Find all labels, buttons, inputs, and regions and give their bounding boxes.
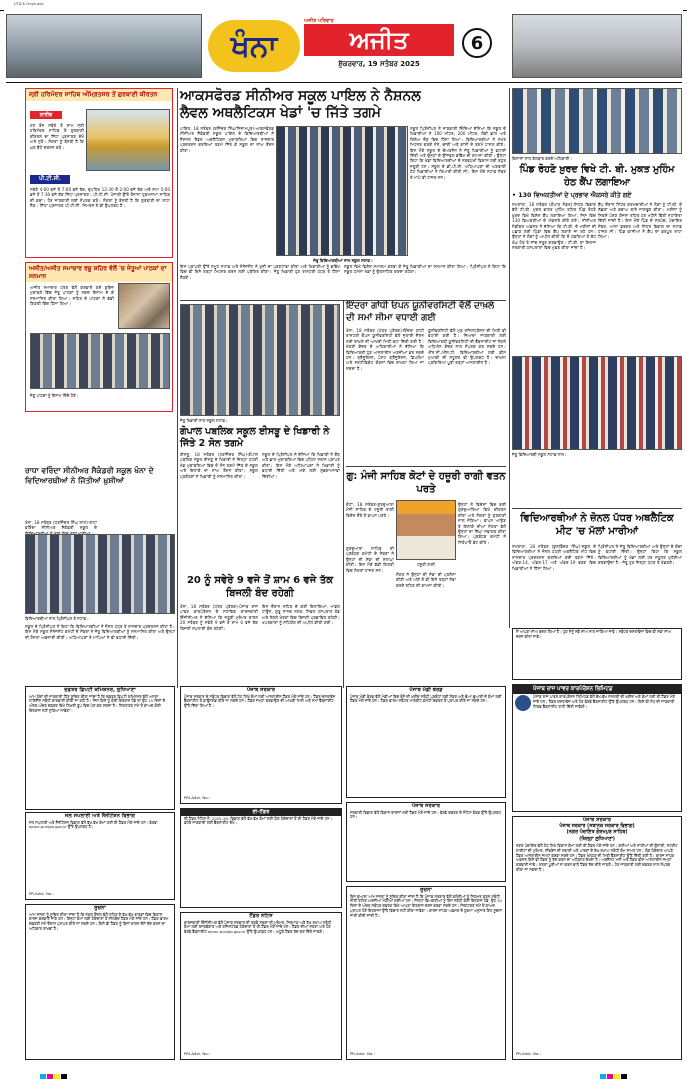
dc-office-notice [25,686,175,810]
masthead [206,14,506,78]
column-rule [343,300,344,688]
dc-office-text: ਆਮ ਲੋਕਾਂ ਦੀ ਜਾਣਕਾਰੀ ਹਿੱਤ ਸੂਚਿਤ ਕੀਤਾ ਜਾਂਦਾ ਹੈ ਕਿ ਦਫ਼ਤਰ ਡਿਪਟੀ ਕਮਿਸ਼ਨਰ ਵੱਲੋਂ ਅਸਲਾ ਲਾਇਸੈਂਸ ਸਬੰਧੀ ਕਾਰਵਾਈ ਕੀਤੀ ਜਾ ਰਹੀ ਹੈ। ਜਿਸ ਕਿਸੇ ਨੂੰ ਕੋਈ ਇਤਰਾਜ਼ ਹੋਵੇ ਤਾਂ ਉਹ 15 ਦਿਨਾਂ ਦੇ ਅੰਦਰ-ਅੰਦਰ ਦਫ਼ਤਰ ਵਿਖੇ ਲਿਖਤੀ ਰੂਪ ਵਿਚ ਪੇਸ਼ ਕਰ ਸਕਦਾ ਹੈ। ਨਿਰਧਾਰਤ ਸਮੇਂ ਤੋਂ ਬਾਅਦ ਕੋਈ ਇਤਰਾਜ਼ ਨਹੀਂ ਸੁਣਿਆ ਜਾਵੇਗਾ। [29,693,166,713]
pb-gov-text: ਪੰਜਾਬ ਸਰਕਾਰ ਦੇ ਸਬੰਧਤ ਵਿਭਾਗ ਵੱਲੋਂ ਹੇਠ ਲਿਖੇ ਕੰਮਾਂ ਲਈ ਆਨਲਾਈਨ ਟੈਂਡਰ ਮੰਗੇ ਜਾਂਦੇ ਹਨ। ਟੈਂਡਰ ਦਸਤਾਵੇਜ਼ ਵੈੱਬਸਾਈਟ ਤੋਂ ਡਾਊਨਲੋਡ ਕੀਤੇ ਜਾ ਸਕਦੇ ਹਨ। ਟੈਂਡਰ ਜਮ੍ਹਾਂ ਕਰਵਾਉਣ ਦੀ ਆਖ਼ਰੀ ਮਿਤੀ ਅਤੇ ਸਮਾਂ ਵੈੱਬਸਾਈਟ ਉੱਤੇ ਦਿੱਤਾ ਗਿਆ ਹੈ। [184,693,336,709]
pspcl-logo-icon [515,695,531,711]
readers-caption: ਜੇਤੂ ਪਾਠਕਾਂ ਨੂੰ ਇਨਾਮ ਦਿੰਦੇ ਹੋਏ। [30,393,79,398]
tb-camp-headline: ਪਿੰਡ ਰੋਹਣੋ ਖ਼ੁਰਦ ਵਿਖੇ ਟੀ. ਬੀ. ਮੁਕਤ ਮੁਹਿੰਮ ਹੇਠ ਕੈਂਪ ਲਗਾਇਆ [519,164,675,188]
public-notice-2-title: ਸੂਚਨਾ [420,887,432,893]
lead-headline-line-2: ਲੈਵਲ ਅਥਲੈਟਿਕਸ ਖੇਡਾਂ 'ਚ ਜਿੱਤੇ ਤਗਮੇ [180,105,381,121]
zonal-text-2: ਪ੍ਰਿੰਸੀਪਲ ਨੇ ਜੇਤੂ ਵਿਦਿਆਰਥੀਆਂ ਅਤੇ ਉਨ੍ਹਾਂ ਦੇ ਕੋਚਾਂ ਨੂੰ ਵਧਾਈ ਦਿੱਤੀ। ਉਨ੍ਹਾਂ ਕਿਹਾ ਕਿ ਸਕੂਲ ਵਿਦਿਆਰਥੀਆਂ ਨੂੰ ਖੇਡਾਂ ਲਈ ਹਰ ਸਹੂਲਤ ਮੁਹੱਈਆ ਕਰਵਾਉਂਦਾ ਹੈ। ਜੇਤੂ ਹੁਣ ਜ਼ਿਲ੍ਹਾ ਪੱਧਰ ਤੇ ਖੇਡਣਗੇ। [598,544,682,566]
power-cut-headline: 20 ਨੂੰ ਸਵੇਰੇ 9 ਵਜੇ ਤੋਂ ਸ਼ਾਮ 6 ਵਜੇ ਤੱਕ ਬਿਜਲੀ ਬੰਦ ਰਹੇਗੀ [186,575,334,599]
mandi-board-title: ਪੰਜਾਬ ਮੰਡੀ ਬੋਰਡ [409,687,443,693]
ajit-readers-title: ਅਜੀਤ/ਅਜੀਤ ਸਮਾਚਾਰ ਰਜ਼ੂ ਸ਼ਹਿਰ ਵੱਲੋਂ 'ਚ ਜੇਤੂਆਂ ਪਾਠਕਾਂ ਦਾ ਸਨਮਾਨ [26,263,172,282]
nagar-panchayat-dept: ਪੰਜਾਬ ਸਰਕਾਰ (ਸਥਾਨਕ ਸਰਕਾਰ ਵਿਭਾਗ) [559,823,635,829]
mandi-board-text: ਪੰਜਾਬ ਮੰਡੀ ਬੋਰਡ ਵੱਲੋਂ ਮੰਡੀਆਂ ਵਿਚ ਝੋਨੇ ਦੀ ਖ਼ਰੀਦ ਸਬੰਧੀ ਪ੍ਰਬੰਧਾਂ ਲਈ ਲੇਬਰ ਅਤੇ ਢੋਆ-ਢੁਆਈ ਦੇ ਕੰਮਾਂ ਲਈ ਟੈਂਡਰ ਮੰਗੇ ਜਾਂਦੇ ਹਨ। ਟੈਂਡਰ ਫ਼ਾਰਮ ਸਬੰਧਤ ਮਾਰਕੀਟ ਕਮੇਟੀ ਦਫ਼ਤਰ ਤੋਂ ਪ੍ਰਾਪਤ ਕੀਤੇ ਜਾ ਸਕਦੇ ਹਨ। [350,693,502,704]
lead-text-col-2: ਸਕੂਲ ਪ੍ਰਿੰਸੀਪਲ ਨੇ ਜਾਣਕਾਰੀ ਦਿੰਦਿਆਂ ਦੱਸਿਆ ਕਿ ਸਕੂਲ ਦੇ ਖਿਡਾਰੀਆਂ ਨੇ 100 ਮੀਟਰ, 200 ਮੀਟਰ, ਲੰਬੀ ਛਾਲ ਅਤੇ ਰਿਲੇਅ ਦੌੜ ਵਿਚ ਹਿੱਸਾ ਲਿਆ। ਵਿਦਿਆਰਥੀਆਂ ਨੇ ਸਖ਼ਤ ਮਿਹਨਤ ਕਰਕੇ ਸੋਨੇ, ਚਾਂਦੀ ਅਤੇ ਕਾਂਸੀ ਦੇ ਤਗਮੇ ਹਾਸਲ ਕੀਤੇ। ਇਸ ਮੌਕੇ ਸਕੂਲ ਦੇ ਚੇਅਰਮੈਨ ਨੇ ਜੇਤੂ ਖਿਡਾਰੀਆਂ ਨੂੰ ਵਧਾਈ ਦਿੱਤੀ ਅਤੇ ਉਨ੍ਹਾਂ ਦੇ ਉੱਜਵਲ ਭਵਿੱਖ ਦੀ ਕਾਮਨਾ ਕੀਤੀ। ਉਨ੍ਹਾਂ ਕਿਹਾ ਕਿ ਖੇਡਾਂ ਵਿਦਿਆਰਥੀਆਂ ਦੇ ਸਰਵਪੱਖੀ ਵਿਕਾਸ ਲਈ ਬਹੁਤ ਜ਼ਰੂਰੀ ਹਨ। ਸਕੂਲ ਦੇ ਡੀ.ਪੀ.ਈ. ਅਧਿਆਪਕਾਂ ਦੀ ਅਗਵਾਈ ਹੇਠ ਖਿਡਾਰੀਆਂ ਨੇ ਤਿਆਰੀ ਕੀਤੀ ਸੀ। ਇਸ ਮੌਕੇ ਸਟਾਫ਼ ਮੈਂਬਰ ਤੇ ਮਾਪੇ ਵੀ ਹਾਜ਼ਰ ਸਨ। [410,126,506,180]
color-bar-cyan [40,1074,46,1079]
manji-text-4: ਸੰਗਤ ਨੇ ਉਨ੍ਹਾਂ ਦੀ ਸੇਵਾ ਦੀ ਪ੍ਰਸ਼ੰਸਾ ਕੀਤੀ ਅਤੇ ਅੱਗੇ ਤੋਂ ਵੀ ਇਸੇ ਤਰ੍ਹਾਂ ਸੇਵਾ ਕਰਦੇ ਰਹਿਣ ਦੀ ਕਾਮਨਾ ਕੀਤੀ। [396,572,456,588]
public-notice-1-title: ਸੂਚਨਾ [94,905,106,911]
masthead-photo-left [6,14,202,78]
crop-mark [683,10,687,11]
column-rule [509,88,510,628]
dc-office-title: ਦਫ਼ਤਰ ਡਿਪਟੀ ਕਮਿਸ਼ਨਰ, ਲੁਧਿਆਣਾ [64,687,136,693]
row-rule [512,508,682,509]
manji-text-1: ਕੋਟਾਂ, 18 ਸਤੰਬਰ-ਗੁਰਦੁਆਰਾ ਮੰਜੀ ਸਾਹਿਬ ਦੇ ਹਜ਼ੂਰੀ ਰਾਗੀ ਵਿਦੇਸ਼ ਦੌਰੇ ਤੋਂ ਵਾਪਸ ਪਰਤੇ। [346,502,394,518]
page-number-circle [462,28,492,58]
power-corp-text: ਪੰਜਾਬ ਰਾਜ ਪਾਵਰ ਕਾਰਪੋਰੇਸ਼ਨ ਲਿਮਿਟਡ ਵੱਲੋਂ ਵੱਖ-ਵੱਖ ਸਮੱਗਰੀ ਦੀ ਖ਼ਰੀਦ ਅਤੇ ਕੰਮਾਂ ਲਈ ਈ-ਟੈਂਡਰ ਮੰਗੇ ਜਾਂਦੇ ਹਨ। ਟੈਂਡਰ ਦਸਤਾਵੇਜ਼ ਅਤੇ ਹੋਰ ਵੇਰਵੇ ਵੈੱਬਸਾਈਟ ਉੱਤੇ ਉਪਲਬਧ ਹਨ। ਕਿਸੇ ਵੀ ਸੋਧ ਦੀ ਜਾਣਕਾਰੀ ਸਿਰਫ਼ ਵੈੱਬਸਾਈਟ ਰਾਹੀਂ ਦਿੱਤੀ ਜਾਵੇਗੀ। [533,694,675,709]
power-corp-notice [512,684,682,812]
pb-gov-2-title: ਪੰਜਾਬ ਸਰਕਾਰ [411,803,441,809]
masthead-rule [6,82,682,83]
pb-gov-pr-no: PRI-Advt. No.: [184,795,211,801]
ragi-portrait-photo [396,500,456,560]
e-tender-notice [180,808,342,908]
tb-camp-caption: ਕਿਸਾਨਾਂ ਨਾਲ ਗੱਲਬਾਤ ਕਰਦੇ ਅਧਿਕਾਰੀ। [512,156,572,161]
color-bar-cyan [600,1074,606,1079]
small-notice-right-text: ਮੈਂ ਆਪਣਾ ਨਾਂਅ ਬਦਲ ਲਿਆ ਹੈ। ਹੁਣ ਮੈਨੂੰ ਨਵੇਂ ਨਾਂਅ ਨਾਲ ਜਾਣਿਆ ਜਾਵੇ। ਸਬੰਧਤ ਦਸਤਾਵੇਜ਼ਾਂ ਵਿਚ ਵੀ ਨਵਾਂ ਨਾਂਅ ਦਰਜ ਕੀਤਾ ਜਾਵੇ। [516,629,671,639]
athletics-winners-photo [512,356,682,450]
e-tender-title: ਈ-ਟੈਂਡਰ [181,809,341,816]
manji-text-3: ਗੁਰਦੁਆਰਾ ਸਾਹਿਬ ਦੀ ਪ੍ਰਬੰਧਕ ਕਮੇਟੀ ਦੇ ਮੈਂਬਰਾਂ ਨੇ ਉਨ੍ਹਾਂ ਦੀ ਸੇਵਾ ਦੀ ਸ਼ਲਾਘਾ ਕੀਤੀ। ਇਸ ਮੌਕੇ ਵੱਡੀ ਗਿਣਤੀ ਵਿਚ ਸੰਗਤਾਂ ਹਾਜ਼ਰ ਸਨ। [346,546,394,573]
power-corp-title: ਪੰਜਾਬ ਰਾਜ ਪਾਵਰ ਕਾਰਪੋਰੇਸ਼ਨ ਲਿਮਿਟਡ [513,685,681,694]
gurbani-ad-title: ਸ੍ਰੀ ਹਰਿਮੰਦਰ ਸਾਹਿਬ ਅੰਮ੍ਰਿਤਸਰ ਤੋਂ ਗੁਰਬਾਣੀ ਕੀਰਤਨ [26,89,172,101]
nagar-panchayat-gov: ਪੰਜਾਬ ਸਰਕਾਰ [582,817,612,823]
nagar-panchayat-notice [512,816,682,1060]
masthead-photo-right [512,14,682,78]
lead-text-col-3: ਇਸ ਪ੍ਰਾਪਤੀ ਉੱਤੇ ਸਮੂਹ ਸਟਾਫ਼ ਅਤੇ ਮੈਨੇਜਮੈਂਟ ਨੇ ਖ਼ੁਸ਼ੀ ਦਾ ਪ੍ਰਗਟਾਵਾ ਕੀਤਾ ਅਤੇ ਖਿਡਾਰੀਆਂ ਨੂੰ ਭਵਿੱਖ ਵਿਚ ਵੀ ਇਸੇ ਤਰ੍ਹਾਂ ਮਿਹਨਤ ਕਰਨ ਲਈ ਪ੍ਰੇਰਿਤ ਕੀਤਾ। ਜੇਤੂ ਖਿਡਾਰੀ ਹੁਣ ਰਾਸ਼ਟਰੀ ਪੱਧਰ ਤੇ ਹਿੱਸਾ ਲੈਣਗੇ। [180,264,340,280]
tender-notice [180,912,342,1060]
golden-temple-photo [86,109,170,171]
power-cut-text-1: ਖੰਨਾ, 18 ਸਤੰਬਰ (ਪੱਤਰ ਪ੍ਰੇਰਕ)-ਪੰਜਾਬ ਰਾਜ ਪਾਵਰ ਕਾਰਪੋਰੇਸ਼ਨ ਦੇ ਸਹਾਇਕ ਕਾਰਜਕਾਰੀ ਇੰਜੀਨੀਅਰ ਨੇ ਦੱਸਿਆ ਕਿ ਜ਼ਰੂਰੀ ਮੁਰੰਮਤ ਕਾਰਨ 20 ਸਤੰਬਰ ਨੂੰ ਸਵੇਰੇ 9 ਵਜੇ ਤੋਂ ਸ਼ਾਮ 6 ਵਜੇ ਤੱਕ ਬਿਜਲੀ ਸਪਲਾਈ ਬੰਦ ਰਹੇਗੀ। [180,604,258,631]
pb-gov-title: ਪੰਜਾਬ ਸਰਕਾਰ [246,687,276,693]
radha-headline: ਰਾਧਾ ਵਰਿੰਦਾ ਸੀਨੀਅਰ ਸੈਕੰਡਰੀ ਸਕੂਲ ਖੰਨਾ ਦੇ ਵਿਦਿਆਰਥੀਆਂ ਨੇ ਜਿੱਤੀਆਂ ਖ਼ੁਸ਼ੀਆਂ [25,466,154,485]
ajit-readers-text: ਅਜੀਤ ਸਮਾਚਾਰ ਪੱਤਰ ਵੱਲੋਂ ਕਰਵਾਏ ਗਏ ਕੁਇਜ਼ ਮੁਕਾਬਲੇ ਵਿੱਚ ਜੇਤੂ ਪਾਠਕਾਂ ਨੂੰ ਨਕਦ ਇਨਾਮ ਦੇ ਕੇ ਸਨਮਾਨਿਤ ਕੀਤਾ ਗਿਆ। ਸ਼ਹਿਰ ਦੇ ਪਾਠਕਾਂ ਨੇ ਵੱਡੀ ਗਿਣਤੀ ਵਿੱਚ ਹਿੱਸਾ ਲਿਆ। [30,285,114,307]
small-notice-right [512,628,682,680]
water-supply-notice [25,812,175,900]
gopal-headline: ਗੋਪਾਲ ਪਬਲਿਕ ਸਕੂਲ ਈਸੜੂ ਦੇ ਖਿਡਾਰੀ ਨੇ ਜਿੱਤੇ 2 ਸੋਨ ਤਗਮੇ [180,426,330,449]
ajit-readers-ad [25,262,173,412]
gurbani-ad-text: ਹਰ ਰੋਜ਼ ਸਵੇਰੇ ਤੇ ਸ਼ਾਮ ਸ੍ਰੀ ਹਰਿਮੰਦਰ ਸਾਹਿਬ ਤੋਂ ਗੁਰਬਾਣੀ ਕੀਰਤਨ ਦਾ ਸਿੱਧਾ ਪ੍ਰਸਾਰਣ ਦੇਖੋ ਅਤੇ ਸੁਣੋ। ਸੰਗਤਾਂ ਨੂੰ ਬੇਨਤੀ ਹੈ ਕਿ ਘਰ ਬੈਠੇ ਦਰਸ਼ਨ ਕਰੋ। [30,123,84,150]
tb-camp-text-1: ਸਮਰਾਲਾ, 18 ਸਤੰਬਰ (ਗੋਪਾਲ ਸੋਫਤ)-ਸਿਹਤ ਵਿਭਾਗ ਵੱਲੋਂ ਟੀ.ਬੀ. ਮੁਕਤ ਭਾਰਤ ਮੁਹਿੰਮ ਤਹਿਤ ਪਿੰਡ ਰੋਹਣੋ ਖ਼ੁਰਦ ਵਿਖੇ ਵਿਸ਼ੇਸ਼ ਕੈਂਪ ਲਗਾਇਆ ਗਿਆ, ਜਿਸ ਵਿਚ 130 ਵਿਅਕਤੀਆਂ ਦੇ ਐਕਸਰੇ ਕੀਤੇ ਗਏ। ਸੀਨੀਅਰ ਮੈਡੀਕਲ ਅਫ਼ਸਰ ਨੇ ਦੱਸਿਆ ਕਿ ਟੀ.ਬੀ. ਦੇ ਮਰੀਜ਼ਾਂ ਦੀ ਪਛਾਣ ਲਈ ਪਿੰਡਾਂ ਵਿਚ ਕੈਂਪ ਲਗਾਏ ਜਾ ਰਹੇ ਹਨ। ਉਨ੍ਹਾਂ ਨੇ ਲੋਕਾਂ ਨੂੰ ਅਪੀਲ ਕੀਤੀ ਕਿ ਦੋ ਹਫ਼ਤਿਆਂ ਤੋਂ ਵੱਧ ਖੰਘ ਹੋਣ ਤੇ ਜਾਂਚ ਜ਼ਰੂਰ ਕਰਵਾਉਣ। ਟੀ.ਬੀ. ਦਾ ਇਲਾਜ ਸਰਕਾਰੀ ਹਸਪਤਾਲਾਂ ਵਿਚ ਮੁਫ਼ਤ ਕੀਤਾ ਜਾਂਦਾ ਹੈ। [512,202,596,251]
nagar-panchayat-text: ਨਗਰ ਪੰਚਾਇਤ ਵੱਲੋਂ ਹੇਠ ਲਿਖੇ ਵਿਕਾਸ ਕੰਮਾਂ ਲਈ ਈ-ਟੈਂਡਰ ਮੰਗੇ ਜਾਂਦੇ ਹਨ। ਗਲੀਆਂ ਅਤੇ ਨਾਲੀਆਂ ਦੀ ਉਸਾਰੀ, ਸਟਰੀਟ ਲਾਈਟਾਂ ਦੀ ਮੁਰੰਮਤ, ਸੀਵਰੇਜ ਦੀ ਸਫ਼ਾਈ ਅਤੇ ਪਾਰਕਾਂ ਦੇ ਰੱਖ-ਰਖਾਅ ਸਬੰਧੀ ਕੰਮ ਸ਼ਾਮਲ ਹਨ। ਯੋਗ ਠੇਕੇਦਾਰ ਆਪਣੇ ਟੈਂਡਰ ਆਨਲਾਈਨ ਜਮ੍ਹਾਂ ਕਰਵਾ ਸਕਦੇ ਹਨ। ਟੈਂਡਰ ਖੋਲ੍ਹਣ ਦੀ ਮਿਤੀ ਵੈੱਬਸਾਈਟ ਉੱਤੇ ਦਿੱਤੀ ਗਈ ਹੈ। ਕਾਰਜ ਸਾਧਕ ਅਫ਼ਸਰ ਕਿਸੇ ਵੀ ਟੈਂਡਰ ਨੂੰ ਰੱਦ ਕਰਨ ਦਾ ਅਧਿਕਾਰ ਰੱਖਦਾ ਹੈ। ਅਰਨੈਸਟ ਮਨੀ ਅਤੇ ਟੈਂਡਰ ਫ਼ੀਸ ਆਨਲਾਈਨ ਜਮ੍ਹਾਂ ਕਰਵਾਈ ਜਾਵੇ। ਸ਼ਰਤਾਂ ਪੂਰੀਆਂ ਨਾ ਕਰਨ ਵਾਲੇ ਟੈਂਡਰ ਰੱਦ ਕੀਤੇ ਜਾਣਗੇ। ਹੋਰ ਜਾਣਕਾਰੀ ਲਈ ਦਫ਼ਤਰ ਨਾਲ ਸੰਪਰਕ ਕੀਤਾ ਜਾ ਸਕਦਾ ਹੈ। [516,843,678,872]
gurbani-ad [25,88,173,258]
color-bar-magenta [47,1074,53,1079]
public-notice-2 [346,886,506,1060]
masthead-khanna: ਖੰਨਾ [230,28,278,64]
page-number: 6 [470,32,484,54]
pb-gov-notice [180,686,342,804]
radha-text-2: ਸਕੂਲ ਦੇ ਪ੍ਰਿੰਸੀਪਲ ਨੇ ਕਿਹਾ ਕਿ ਵਿਦਿਆਰਥੀਆਂ ਨੇ ਜ਼ੋਨਲ ਪੱਧਰ ਤੇ ਸ਼ਾਨਦਾਰ ਪ੍ਰਦਰਸ਼ਨ ਕੀਤਾ ਹੈ। ਇਸ ਮੌਕੇ ਸਕੂਲ ਮੈਨੇਜਮੈਂਟ ਕਮੇਟੀ ਦੇ ਮੈਂਬਰਾਂ ਨੇ ਜੇਤੂ ਵਿਦਿਆਰਥੀਆਂ ਨੂੰ ਸਨਮਾਨਿਤ ਕੀਤਾ ਅਤੇ ਉਨ੍ਹਾਂ ਦੀ ਹੌਸਲਾ ਅਫ਼ਜ਼ਾਈ ਕੀਤੀ। ਅਧਿਆਪਕਾਂ ਤੇ ਮਾਪਿਆਂ ਨੇ ਵੀ ਵਧਾਈ ਦਿੱਤੀ। [25,624,175,640]
lead-text-col-1: ਪਾਇਲ, 18 ਸਤੰਬਰ (ਰਜਿੰਦਰ ਸਿੰਘ/ਨਿਜ਼ਾਮਪੁਰ)-ਆਕਸਫੋਰਡ ਸੀਨੀਅਰ ਸੈਕੰਡਰੀ ਸਕੂਲ ਪਾਇਲ ਦੇ ਵਿਦਿਆਰਥੀਆਂ ਨੇ ਨੈਸ਼ਨਲ ਲੈਵਲ ਅਥਲੈਟਿਕਸ ਮੁਕਾਬਲਿਆਂ ਵਿਚ ਸ਼ਾਨਦਾਰ ਪ੍ਰਦਰਸ਼ਨ ਕਰਦਿਆਂ ਤਗਮੇ ਜਿੱਤ ਕੇ ਸਕੂਲ ਦਾ ਨਾਂਅ ਰੌਸ਼ਨ ਕੀਤਾ। [180,126,274,153]
nagar-panchayat-name: (ਨਗਰ ਪੰਚਾਇਤ ਗੋਰਖਪੁਰ ਸਾਹਿਬ) [566,830,628,835]
university-headline: ਇੰਦਰਾ ਗਾਂਧੀ ਓਪਨ ਯੂਨੀਵਰਸਿਟੀ ਵੱਲੋਂ ਦਾਖ਼ਲੇ ਦੀ ਸਮਾਂ ਸੀਮਾ ਵਧਾਈ ਗਈ [346,301,495,323]
tender-notice-title: ਟੈਂਡਰ ਨੋਟਿਸ [249,913,273,919]
gopal-school-photo [180,304,340,416]
gopal-text-1: ਈਸੜੂ, 18 ਸਤੰਬਰ (ਹਰਜਿੰਦਰ ਸਿੰਘ)-ਗੋਪਾਲ ਪਬਲਿਕ ਸਕੂਲ ਈਸੜੂ ਦੇ ਖਿਡਾਰੀ ਨੇ ਜ਼ਿਲ੍ਹਾ ਪੱਧਰੀ ਖੇਡ ਮੁਕਾਬਲਿਆਂ ਵਿਚ ਦੋ ਸੋਨ ਤਗਮੇ ਜਿੱਤ ਕੇ ਸਕੂਲ ਅਤੇ ਇਲਾਕੇ ਦਾ ਨਾਂਅ ਰੌਸ਼ਨ ਕੀਤਾ। ਸਕੂਲ ਪ੍ਰਬੰਧਕਾਂ ਨੇ ਖਿਡਾਰੀ ਨੂੰ ਸਨਮਾਨਿਤ ਕੀਤਾ। [180,452,258,479]
ragi-caption: ਹਜ਼ੂਰੀ ਰਾਗੀ [417,562,435,567]
tb-camp-text-2: ਕੈਂਪ ਦੌਰਾਨ ਸਿਹਤ ਕਰਮਚਾਰੀਆਂ ਨੇ ਲੋਕਾਂ ਨੂੰ ਟੀ.ਬੀ. ਦੇ ਲੱਛਣਾਂ ਅਤੇ ਬਚਾਅ ਬਾਰੇ ਜਾਗਰੂਕ ਕੀਤਾ। ਮਰੀਜ਼ਾਂ ਨੂੰ ਨਿਕਸ਼ੇ ਪੋਸ਼ਣ ਯੋਜਨਾ ਤਹਿਤ ਹਰ ਮਹੀਨੇ ਵਿੱਤੀ ਸਹਾਇਤਾ ਦਿੱਤੀ ਜਾਂਦੀ ਹੈ। ਇਸ ਮੌਕੇ ਪਿੰਡ ਦੇ ਸਰਪੰਚ, ਪੰਚਾਇਤ ਮੈਂਬਰ, ਆਸ਼ਾ ਵਰਕਰ ਅਤੇ ਸਿਹਤ ਵਿਭਾਗ ਦਾ ਸਟਾਫ਼ ਹਾਜ਼ਰ ਸੀ। ਪਿੰਡ ਵਾਸੀਆਂ ਨੇ ਕੈਂਪ ਦਾ ਭਰਪੂਰ ਲਾਹਾ ਲਿਆ। [598,202,682,240]
masthead-date: ਸ਼ੁੱਕਰਵਾਰ, 19 ਸਤੰਬਰ 2025 [338,60,420,68]
khanna-badge [208,20,300,72]
power-cut-text-2: ਇਸ ਦੌਰਾਨ ਸ਼ਹਿਰ ਦੇ ਕਈ ਇਲਾਕਿਆਂ, ਮਾਡਲ ਟਾਊਨ, ਗੁਰੂ ਨਾਨਕ ਨਗਰ, ਸਿਵਲ ਹਸਪਤਾਲ ਰੋਡ ਅਤੇ ਨੇੜਲੇ ਖੇਤਰਾਂ ਵਿਚ ਬਿਜਲੀ ਪ੍ਰਭਾਵਿਤ ਰਹੇਗੀ। ਖਪਤਕਾਰਾਂ ਨੂੰ ਸਹਿਯੋਗ ਦੀ ਅਪੀਲ ਕੀਤੀ ਗਈ। [262,604,340,626]
public-notice-1 [25,904,175,1060]
mandi-board-notice [346,686,506,798]
tb-camp-subhead: • 130 ਵਿਅਕਤੀਆਂ ਦੇ ਪ੍ਰਭਾਵ ਐਕਸਰੇ ਕੀਤੇ ਗਏ [512,192,632,199]
water-supply-pr-no: PR-Advt. No.: [29,891,54,897]
tender-notice-text: ਕਾਰਜਕਾਰੀ ਇੰਜੀਨੀਅਰ ਵੱਲੋਂ ਪੰਜਾਬ ਸਰਕਾਰ ਦੀ ਤਰਫ਼ੋਂ ਸੜਕਾਂ ਦੀ ਮੁਰੰਮਤ, ਨਿਰਮਾਣ ਅਤੇ ਰੱਖ-ਰਖਾਅ ਸਬੰਧੀ ਕੰਮਾਂ ਲਈ ਤਜਰਬੇਕਾਰ ਅਤੇ ਰਜਿਸਟਰਡ ਠੇਕੇਦਾਰਾਂ ਤੋਂ ਈ-ਟੈਂਡਰ ਮੰਗੇ ਜਾਂਦੇ ਹਨ। ਟੈਂਡਰ ਦੀਆਂ ਸ਼ਰਤਾਂ ਅਤੇ ਹੋਰ ਵੇਰਵੇ ਵੈੱਬਸਾਈਟ eproc.punjab.gov.in ਉੱਤੇ ਉਪਲਬਧ ਹਨ। ਅਧੂਰੇ ਟੈਂਡਰ ਰੱਦ ਕਰ ਦਿੱਤੇ ਜਾਣਗੇ। [184,919,332,935]
lead-team-photo [276,126,408,256]
nagar-panchayat-pr-no: PR-Advt. No.: [516,1051,541,1057]
ptc-badge: ਪੀ.ਟੀ.ਸੀ. [30,175,70,184]
crop-mark [0,10,4,11]
live-badge: ਲਾਈਵ [30,111,62,119]
masthead-ajit: ਅਜੀਤ [349,26,409,54]
row-rule [180,300,506,301]
color-bar-yellow [54,1074,60,1079]
lead-headline-line-1: ਆਕਸਫੋਰਡ ਸੀਨੀਅਰ ਸਕੂਲ ਪਾਇਲ ਨੇ ਨੈਸ਼ਨਲ [180,88,421,104]
public-notice-2-pr-no: PR-Advt. No.: [350,1051,375,1057]
gopal-text-2: ਸਕੂਲ ਦੇ ਪ੍ਰਿੰਸੀਪਲ ਨੇ ਦੱਸਿਆ ਕਿ ਖਿਡਾਰੀ ਨੇ ਦੌੜ ਅਤੇ ਛਾਲ ਮੁਕਾਬਲਿਆਂ ਵਿਚ ਪਹਿਲਾ ਸਥਾਨ ਪ੍ਰਾਪਤ ਕੀਤਾ। ਇਸ ਮੌਕੇ ਅਧਿਆਪਕਾਂ ਨੇ ਖਿਡਾਰੀ ਨੂੰ ਵਧਾਈ ਦਿੱਤੀ ਅਤੇ ਅੱਗੇ ਲਈ ਸ਼ੁਭਕਾਮਨਾਵਾਂ ਦਿੱਤੀਆਂ। [262,452,340,479]
public-notice-1-text: ਆਮ ਜਨਤਾ ਨੂੰ ਸੂਚਿਤ ਕੀਤਾ ਜਾਂਦਾ ਹੈ ਕਿ ਨਗਰ ਕੌਂਸਲ ਵੱਲੋਂ ਸ਼ਹਿਰ ਦੇ ਵੱਖ-ਵੱਖ ਵਾਰਡਾਂ ਵਿਚ ਵਿਕਾਸ ਕਾਰਜ ਕਰਵਾਏ ਜਾਣੇ ਹਨ। ਇਨ੍ਹਾਂ ਕੰਮਾਂ ਲਈ ਠੇਕੇਦਾਰਾਂ ਤੋਂ ਸੀਲਬੰਦ ਟੈਂਡਰ ਮੰਗੇ ਜਾਂਦੇ ਹਨ। ਟੈਂਡਰ ਫ਼ਾਰਮ ਦਫ਼ਤਰੀ ਸਮੇਂ ਦੌਰਾਨ ਪ੍ਰਾਪਤ ਕੀਤੇ ਜਾ ਸਕਦੇ ਹਨ। ਕਿਸੇ ਵੀ ਟੈਂਡਰ ਨੂੰ ਬਿਨਾਂ ਕਾਰਨ ਦੱਸੇ ਰੱਦ ਕਰਨ ਦਾ ਅਧਿਕਾਰ ਰਾਖਵਾਂ ਹੈ। [29,911,169,931]
lead-photo-caption: ਜੇਤੂ ਵਿਦਿਆਰਥੀਆਂ ਨਾਲ ਸਕੂਲ ਸਟਾਫ਼। [313,258,373,263]
lead-headline [180,88,505,122]
color-bar-black [61,1074,67,1079]
color-bar-black [621,1074,627,1079]
pb-gov-notice-2 [346,802,506,882]
column-rule [177,88,178,688]
nagar-panchayat-district: (ਜ਼ਿਲ੍ਹਾ ਲੁਧਿਆਣਾ) [579,836,615,842]
masthead-tag: ਅਜੀਤ ਪਰਿਵਾਰ [304,18,334,24]
radha-text-1: ਖੰਨਾ, 18 ਸਤੰਬਰ (ਹਰਜਿੰਦਰ ਸਿੰਘ ਲਾਲ)-ਰਾਧਾ ਵਰਿੰਦਾ ਸੀਨੀਅਰ ਸੈਕੰਡਰੀ ਸਕੂਲ ਦੇ [25,520,97,531]
water-supply-title: ਜਲ ਸਪਲਾਈ ਅਤੇ ਸੈਨੀਟੇਸ਼ਨ ਵਿਭਾਗ [65,813,135,819]
row-rule [346,466,506,467]
manji-text-2: ਉਨ੍ਹਾਂ ਨੇ ਵਿਦੇਸ਼ਾਂ ਵਿਚ ਕਈ ਗੁਰਦੁਆਰਿਆਂ ਵਿਖੇ ਕੀਰਤਨ ਕੀਤਾ ਅਤੇ ਸੰਗਤਾਂ ਨੂੰ ਗੁਰਬਾਣੀ ਨਾਲ ਜੋੜਿਆ। ਵਾਪਸ ਆਉਣ ਤੇ ਇਲਾਕੇ ਦੀਆਂ ਸੰਗਤਾਂ ਵੱਲੋਂ ਉਨ੍ਹਾਂ ਦਾ ਨਿੱਘਾ ਸਵਾਗਤ ਕੀਤਾ ਗਿਆ। ਪ੍ਰਬੰਧਕ ਕਮੇਟੀ ਨੇ ਸਿਰੋਪਾਓ ਭੇਟ ਕੀਤੇ। [458,502,506,545]
e-tender-text: ਈ-ਟੈਂਡਰ ਨੋਟਿਸ ਨੰ. 2025-26: ਵਿਭਾਗ ਵੱਲੋਂ ਵੱਖ-ਵੱਖ ਕੰਮਾਂ ਲਈ ਯੋਗ ਠੇਕੇਦਾਰਾਂ ਤੋਂ ਈ-ਟੈਂਡਰ ਮੰਗੇ ਜਾਂਦੇ ਹਨ। ਵਧੇਰੇ ਜਾਣਕਾਰੀ ਲਈ ਵੈੱਬਸਾਈਟ ਦੇਖੋ। [184,815,332,826]
university-text-1: ਖੰਨਾ, 18 ਸਤੰਬਰ (ਪੱਤਰ ਪ੍ਰੇਰਕ)-ਇੰਦਰਾ ਗਾਂਧੀ ਰਾਸ਼ਟਰੀ ਓਪਨ ਯੂਨੀਵਰਸਿਟੀ ਵੱਲੋਂ ਜੁਲਾਈ ਸੈਸ਼ਨ ਲਈ ਦਾਖ਼ਲੇ ਦੀ ਆਖ਼ਰੀ ਮਿਤੀ ਵਧਾ ਦਿੱਤੀ ਗਈ ਹੈ। ਖੇਤਰੀ ਕੇਂਦਰ ਦੇ ਅਧਿਕਾਰੀਆਂ ਨੇ ਦੱਸਿਆ ਕਿ ਵਿਦਿਆਰਥੀ ਹੁਣ ਆਨਲਾਈਨ ਅਰਜ਼ੀਆਂ ਭਰ ਸਕਦੇ ਹਨ। ਗ੍ਰੈਜੂਏਸ਼ਨ, ਪੋਸਟ ਗ੍ਰੈਜੂਏਸ਼ਨ, ਡਿਪਲੋਮਾ ਅਤੇ ਸਰਟੀਫਿਕੇਟ ਕੋਰਸਾਂ ਵਿਚ ਦਾਖ਼ਲਾ ਲਿਆ ਜਾ ਸਕਦਾ ਹੈ। [346,328,424,371]
university-text-2: ਯੂਨੀਵਰਸਿਟੀ ਵੱਲੋਂ ਮੁੜ ਰਜਿਸਟ੍ਰੇਸ਼ਨ ਦੀ ਮਿਤੀ ਵੀ ਵਧਾਈ ਗਈ ਹੈ। ਜ਼ਿਆਦਾ ਜਾਣਕਾਰੀ ਲਈ ਵਿਦਿਆਰਥੀ ਯੂਨੀਵਰਸਿਟੀ ਦੀ ਵੈੱਬਸਾਈਟ ਜਾਂ ਨੇੜਲੇ ਅਧਿਐਨ ਕੇਂਦਰ ਨਾਲ ਸੰਪਰਕ ਕਰ ਸਕਦੇ ਹਨ। ਐੱਸ.ਸੀ./ਐੱਸ.ਟੀ. ਵਿਦਿਆਰਥੀਆਂ ਲਈ ਫ਼ੀਸ ਮੁਆਫ਼ੀ ਦੀ ਸਹੂਲਤ ਵੀ ਉਪਲਬਧ ਹੈ। ਦਾਖ਼ਲਾ ਪ੍ਰਕਿਰਿਆ ਪੂਰੀ ਤਰ੍ਹਾਂ ਆਨਲਾਈਨ ਹੈ। [428,328,506,366]
athletics-caption: ਜੇਤੂ ਵਿਦਿਆਰਥੀ ਸਕੂਲ ਸਟਾਫ਼ ਨਾਲ। [512,452,567,457]
lead-text-col-4: ਸਕੂਲ ਵਿਖੇ ਵਿਸ਼ੇਸ਼ ਸਮਾਗਮ ਕਰਵਾ ਕੇ ਜੇਤੂ ਖਿਡਾਰੀਆਂ ਦਾ ਸਨਮਾਨ ਕੀਤਾ ਗਿਆ। ਪ੍ਰਿੰਸੀਪਲ ਨੇ ਕਿਹਾ ਕਿ ਸਕੂਲ ਹਮੇਸ਼ਾ ਖੇਡਾਂ ਨੂੰ ਉਤਸ਼ਾਹਿਤ ਕਰਦਾ ਰਹੇਗਾ। [344,264,506,275]
pb-gov-2-text: ਸਰਕਾਰੀ ਵਿਭਾਗ ਵੱਲੋਂ ਵਿਕਾਸ ਕਾਰਜਾਂ ਲਈ ਟੈਂਡਰ ਮੰਗੇ ਜਾਂਦੇ ਹਨ। ਵੇਰਵੇ ਦਫ਼ਤਰ ਦੇ ਨੋਟਿਸ ਬੋਰਡ ਉੱਤੇ ਉਪਲਬਧ ਹਨ। [350,809,501,820]
gurbani-ad-body: ਸਵੇਰੇ 4:00 ਵਜੇ ਤੋਂ 7:00 ਵਜੇ ਤੱਕ, ਦੁਪਹਿਰ 12:30 ਤੋਂ 2:00 ਵਜੇ ਤੱਕ ਅਤੇ ਸ਼ਾਮ 5:00 ਵਜੇ ਤੋਂ 7:30 ਵਜੇ ਤੱਕ ਸਿੱਧਾ ਪ੍ਰਸਾਰਣ। ਪੀ.ਟੀ.ਸੀ. ਪੰਜਾਬੀ ਉੱਤੇ ਰੋਜ਼ਾਨਾ ਹੁਕਮਨਾਮਾ ਸਾਹਿਬ ਦੀ ਕਥਾ। ਹੋਰ ਜਾਣਕਾਰੀ ਲਈ ਸੰਪਰਕ ਕਰੋ। ਸੰਗਤਾਂ ਨੂੰ ਬੇਨਤੀ ਹੈ ਕਿ ਗੁਰਬਾਣੀ ਦਾ ਲਾਹਾ ਲੈਣ। ਸਿੱਧਾ ਪ੍ਰਸਾਰਣ ਪੀ.ਟੀ.ਸੀ. ਸਿਮਰਨ ਤੇ ਵੀ ਉਪਲਬਧ ਹੈ। [30,187,170,209]
tb-camp-photo [512,88,682,154]
manji-headline: ਗੁ: ਮੰਜੀ ਸਾਹਿਬ ਕੋਟਾਂ ਦੇ ਹਜ਼ੂਰੀ ਰਾਗੀ ਵਤਨ ਪਰਤੇ [346,471,506,495]
ajit-banner [304,24,454,56]
reader-portrait-photo [118,283,170,329]
radha-caption: ਵਿਦਿਆਰਥੀਆਂ ਨਾਲ ਪ੍ਰਿੰਸੀਪਲ ਤੇ ਸਟਾਫ਼। [25,616,89,621]
radha-photo [25,534,175,614]
gopal-caption: ਜੇਤੂ ਖਿਡਾਰੀ ਨਾਲ ਸਕੂਲ ਸਟਾਫ਼। [180,418,228,423]
print-slug: UTD 6 Cmyk.qxd [14,2,44,6]
readers-group-photo [30,333,170,389]
color-bar-magenta [607,1074,613,1079]
color-bar-yellow [614,1074,620,1079]
zonal-text-1: ਸਮਰਾਲਾ, 18 ਸਤੰਬਰ (ਕੁਲਵਿੰਦਰ ਸਿੰਘ)-ਸਕੂਲ ਦੇ ਵਿਦਿਆਰਥੀਆਂ ਨੇ ਜ਼ੋਨਲ ਪੱਧਰੀ ਅਥਲੈਟਿਕ ਮੀਟ ਵਿਚ ਸ਼ਾਨਦਾਰ ਪ੍ਰਦਰਸ਼ਨ ਕਰਦਿਆਂ ਕਈ ਤਗਮੇ ਜਿੱਤੇ। ਅੰਡਰ-14, ਅੰਡਰ-17 ਅਤੇ ਅੰਡਰ-19 ਵਰਗ ਵਿਚ ਖਿਡਾਰੀਆਂ ਨੇ ਹਿੱਸਾ ਲਿਆ। [512,544,596,571]
water-supply-text: ਜਲ ਸਪਲਾਈ ਅਤੇ ਸੈਨੀਟੇਸ਼ਨ ਵਿਭਾਗ ਵੱਲੋਂ ਵੱਖ-ਵੱਖ ਕੰਮਾਂ ਲਈ ਈ-ਟੈਂਡਰ ਮੰਗੇ ਜਾਂਦੇ ਹਨ। ਵੇਰਵਾ eproc.punjab.gov.in ਉੱਤੇ ਉਪਲਬਧ ਹੈ। [29,819,158,830]
zonal-meet-headline: ਵਿਦਿਆਰਥੀਆਂ ਨੇ ਜ਼ੋਨਲ ਪੱਧਰ ਅਥਲੈਟਿਕ ਮੀਟ 'ਚ ਮੱਲਾਂ ਮਾਰੀਆਂ [520,513,674,537]
tender-notice-pr-no: PRI-Advt. No.: [184,1051,211,1057]
public-notice-2-text: ਇਸ ਦੁਆਰਾ ਆਮ ਜਨਤਾ ਨੂੰ ਸੂਚਿਤ ਕੀਤਾ ਜਾਂਦਾ ਹੈ ਕਿ ਪੰਜਾਬ ਸਰਕਾਰ ਵੱਲੋਂ ਕਲੋਨੀਆਂ ਨੂੰ ਨਿਯਮਤ ਕਰਨ ਸਬੰਧੀ ਨੀਤੀ ਤਹਿਤ ਅਰਜ਼ੀਆਂ ਮੰਗੀਆਂ ਗਈਆਂ ਹਨ। ਜਿਨ੍ਹਾਂ ਵਿਅਕਤੀਆਂ ਨੂੰ ਇਸ ਸਬੰਧੀ ਕੋਈ ਇਤਰਾਜ਼ ਹੋਵੇ, ਉਹ 30 ਦਿਨਾਂ ਦੇ ਅੰਦਰ ਸਬੰਧਤ ਦਫ਼ਤਰ ਵਿਖੇ ਆਪਣਾ ਇਤਰਾਜ਼ ਦਰਜ ਕਰਵਾ ਸਕਦੇ ਹਨ। ਨਿਰਧਾਰਤ ਸਮੇਂ ਤੋਂ ਬਾਅਦ ਪ੍ਰਾਪਤ ਹੋਏ ਇਤਰਾਜ਼ਾਂ ਉੱਤੇ ਵਿਚਾਰ ਨਹੀਂ ਕੀਤਾ ਜਾਵੇਗਾ। ਕਾਰਜ ਸਾਧਕ ਅਫ਼ਸਰ ਦੇ ਹੁਕਮਾਂ ਅਨੁਸਾਰ ਇਹ ਸੂਚਨਾ ਜਾਰੀ ਕੀਤੀ ਜਾਂਦੀ ਹੈ। [350,893,502,918]
